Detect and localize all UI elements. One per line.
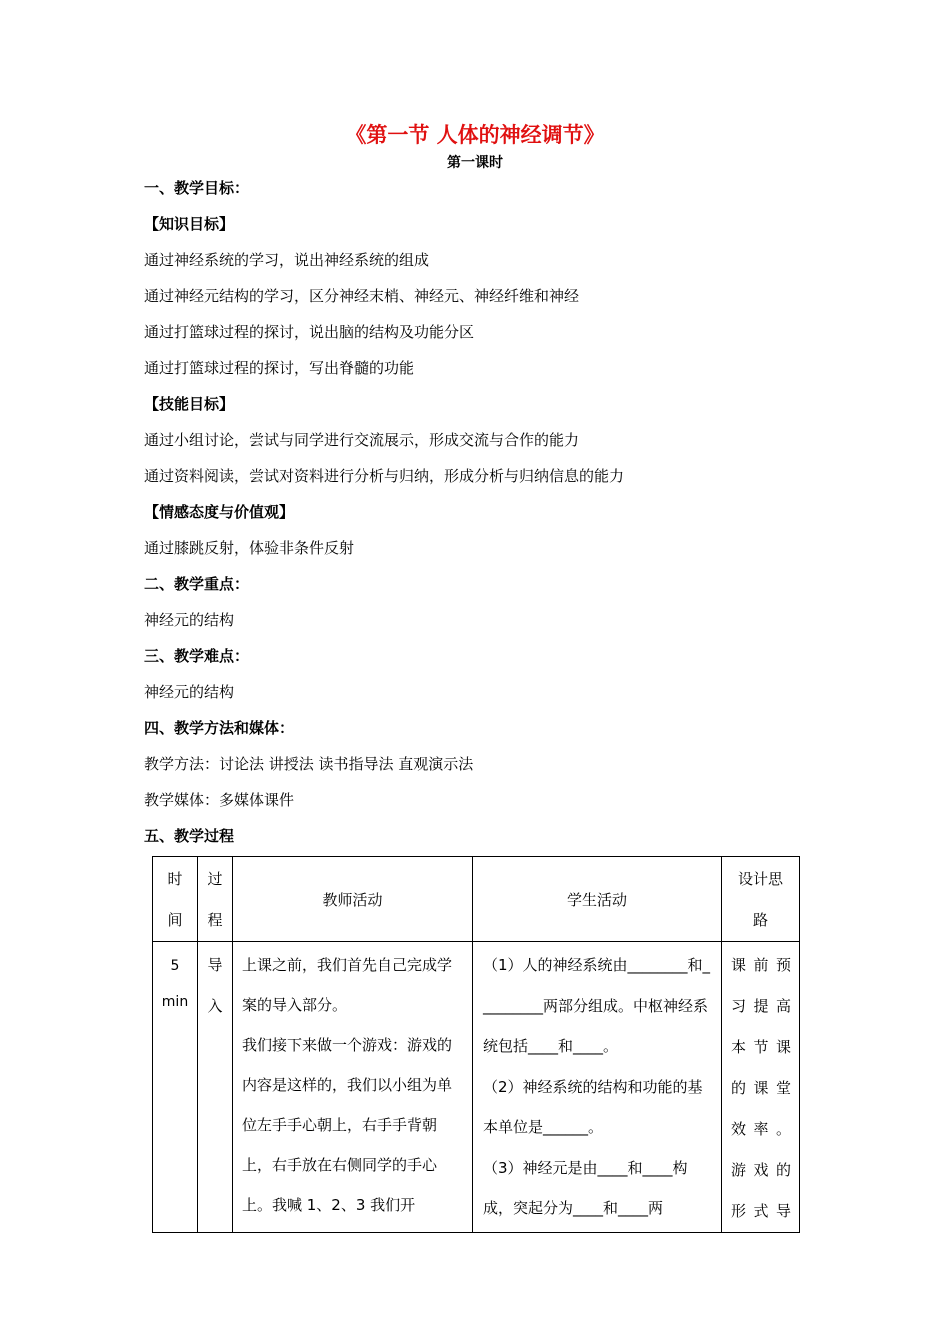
row-design-idea	[722, 942, 800, 1233]
attitude-heading: 【情感态度与价值观】	[144, 503, 295, 521]
skill-heading: 【技能目标】	[144, 395, 235, 413]
row-time-line: min	[161, 994, 189, 1010]
attitude-item: 通过膝跳反射，体验非条件反射	[144, 539, 355, 557]
header-process-line: 过	[207, 870, 223, 888]
design-line: 本节课	[731, 1038, 791, 1056]
row-teacher-activity	[233, 942, 473, 1233]
design-line: 游戏的	[731, 1161, 791, 1179]
row-time	[153, 942, 198, 1233]
header-process	[198, 857, 233, 942]
knowledge-item: 通过神经元结构的学习，区分神经末梢、神经元、神经纤维和神经	[144, 287, 580, 305]
design-line: 的课堂	[731, 1079, 791, 1097]
header-time-line: 间	[167, 911, 183, 929]
design-line: 形式导	[731, 1202, 791, 1220]
knowledge-item: 通过打篮球过程的探讨，写出脊髓的功能	[144, 359, 415, 377]
page-title: 《第一节 人体的神经调节》	[345, 123, 605, 147]
student-question: （3）神经元是由____和____构成，突起分为____和____两	[483, 1158, 688, 1217]
row-process	[198, 942, 233, 1233]
row-student-activity	[473, 942, 722, 1233]
teaching-process-table	[152, 856, 800, 1233]
student-question: （1）人的神经系统由________和_________两部分组成。中枢神经系统包括____和____。	[483, 956, 711, 1055]
difficulty-text: 神经元的结构	[144, 683, 235, 701]
row-process-line: 入	[207, 997, 223, 1015]
table-header-row	[153, 857, 800, 942]
header-process-line: 程	[207, 911, 223, 929]
method-heading: 四、教学方法和媒体：	[144, 719, 295, 737]
student-question: （2）神经系统的结构和功能的基本单位是______。	[483, 1077, 703, 1136]
header-design-line: 设计思	[737, 870, 783, 888]
header-time-line: 时	[167, 870, 183, 888]
header-design-line: 路	[752, 911, 768, 929]
design-line: 习提高	[731, 997, 791, 1015]
table-row	[153, 942, 800, 1233]
skill-item: 通过小组讨论，尝试与同学进行交流展示，形成交流与合作的能力	[144, 431, 580, 449]
knowledge-item: 通过打篮球过程的探讨，说出脑的结构及功能分区	[144, 323, 475, 341]
design-line: 效率。	[731, 1120, 791, 1138]
skill-item: 通过资料阅读，尝试对资料进行分析与归纳，形成分析与归纳信息的能力	[144, 467, 625, 485]
goals-heading: 一、教学目标：	[144, 179, 250, 197]
knowledge-heading: 【知识目标】	[144, 215, 235, 233]
header-time	[153, 857, 198, 942]
key-point-heading: 二、教学重点：	[144, 575, 250, 593]
header-design	[722, 857, 800, 942]
design-line: 课前预	[731, 956, 791, 974]
header-teacher: 教师活动	[233, 857, 473, 942]
knowledge-item: 通过神经系统的学习，说出神经系统的组成	[144, 251, 430, 269]
key-point-text: 神经元的结构	[144, 611, 235, 629]
row-process-line: 导	[207, 956, 223, 974]
method-text: 教学方法：讨论法 讲授法 读书指导法 直观演示法	[144, 755, 474, 773]
lesson-subtitle: 第一课时	[447, 155, 503, 171]
row-time-line: 5	[170, 958, 180, 974]
process-heading: 五、教学过程	[144, 827, 235, 845]
difficulty-heading: 三、教学难点：	[144, 647, 250, 665]
media-text: 教学媒体：多媒体课件	[144, 791, 295, 809]
teacher-activity-text: 上课之前，我们首先自己完成学案的导入部分。 我们接下来做一个游戏：游戏的内容是这样的，我们以小组为单位左手手心朝上，右手手背朝上，右手放在右侧同学的手心上。我喊 1、2、3 我们开	[242, 956, 453, 1214]
header-student: 学生活动	[473, 857, 722, 942]
